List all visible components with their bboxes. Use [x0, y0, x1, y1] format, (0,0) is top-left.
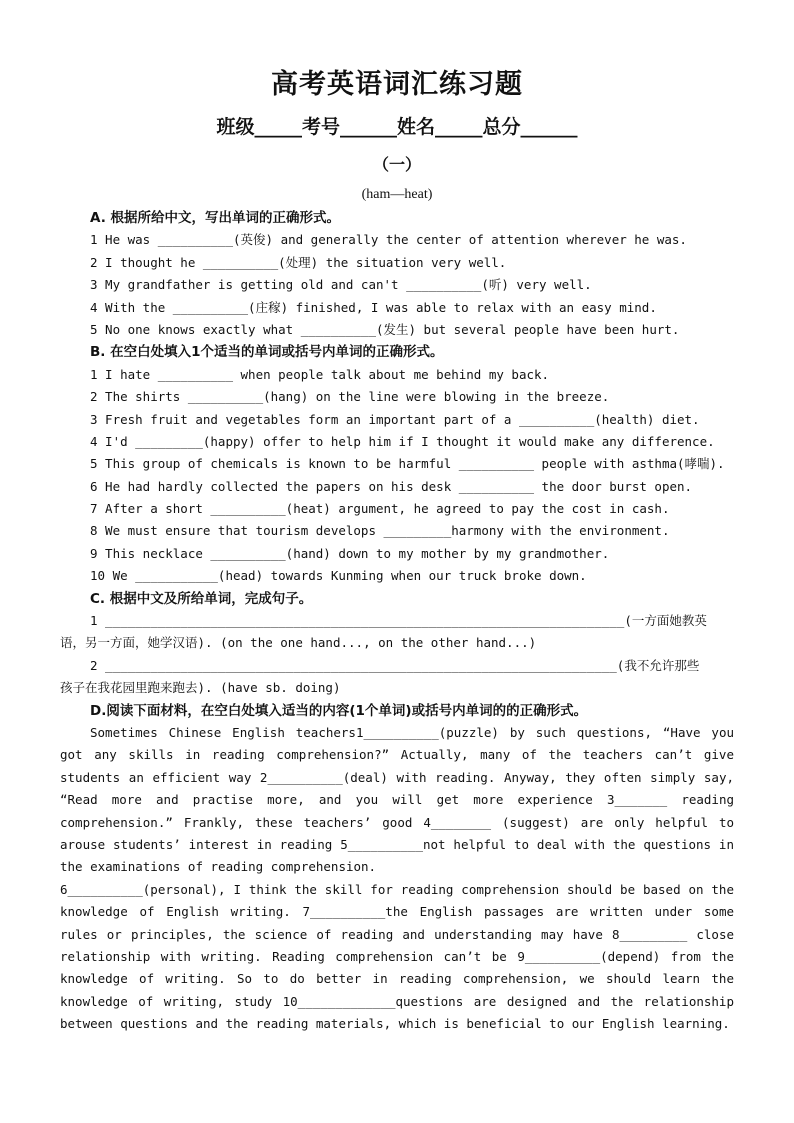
page-title: 高考英语词汇练习题 — [271, 69, 523, 100]
b-item-2: 2 The shirts __________(hang) on the line were blowing in the breeze. — [90, 389, 610, 405]
student-info-line: 班级_____考号______姓名_____总分______ — [216, 116, 578, 138]
section-c-heading: C. 根据中文及所给单词，完成句子。 — [90, 590, 313, 607]
a-item-5: 5 No one knows exactly what __________(发生) but several people have been hurt. — [90, 321, 680, 337]
passage-paragraph-2: 6__________(personal), I think the skill for reading comprehension should be based on the knowledge of English writing. 7__________the English passages are written under some rules or principles, the science of reading and understanding may have 8_________ close relationship with writing. Reading comprehension can’t be 9__________(depend) from the knowledge of writing. So to do better in reading comprehension, we should learn the knowledge of writing, study 10_____________questions are designed and the relationship between questions and the reading materials, which is beneficial to our English learning. — [60, 881, 734, 1032]
a-item-3: 3 My grandfather is getting old and can't __________(听) very well. — [90, 277, 592, 293]
b-item-9: 9 This necklace __________(hand) down to my mother by my grandmother. — [90, 545, 610, 561]
b-item-1: 1 I hate __________ when people talk about me behind my back. — [90, 366, 550, 382]
section-b-heading: B. 在空白处填入1个适当的单词或括号内单词的正确形式。 — [90, 344, 444, 361]
a-item-2: 2 I thought he __________(处理) the situation very well. — [90, 254, 507, 270]
section-number: （一） — [372, 155, 421, 174]
b-item-8: 8 We must ensure that tourism develops _________harmony with the environment. — [90, 523, 670, 539]
b-item-10: 10 We ___________(head) towards Kunming when our truck broke down. — [90, 568, 587, 584]
b-item-4: 4 I'd _________(happy) offer to help him if I thought it would make any difference. — [90, 433, 715, 449]
c-item-2-line-2: 孩子在我花园里跑来跑去). (have sb. doing) — [60, 680, 341, 696]
c-item-2-line-1: 2 ____________________________________________________________________(我不允许那些 — [90, 657, 700, 673]
section-d-heading: D.阅读下面材料，在空白处填入适当的内容(1个单词)或括号内单词的的正确形式。 — [90, 702, 588, 719]
b-item-7: 7 After a short __________(heat) argument, he agreed to pay the cost in cash. — [90, 501, 670, 517]
b-item-6: 6 He had hardly collected the papers on his desk __________ the door burst open. — [90, 478, 693, 494]
b-item-5: 5 This group of chemicals is known to be harmful __________ people with asthma(哮喘). — [90, 456, 725, 472]
c-item-1-line-2: 语，另一方面，她学汉语). (on the one hand..., on the other hand...) — [60, 635, 537, 651]
section-a-heading: A. 根据所给中文，写出单词的正确形式。 — [90, 210, 341, 226]
a-item-1: 1 He was __________(英俊) and generally the center of attention wherever he was. — [90, 232, 687, 248]
exercise-content — [60, 207, 734, 1036]
word-range: (ham—heat) — [361, 187, 433, 202]
c-item-1-line-1: 1 _____________________________________________________________________(一方面她教英 — [90, 613, 707, 629]
passage-paragraph-1: Sometimes Chinese English teachers1__________(puzzle) by such questions, “Have you got any skills in reading comprehension?” Actually, many of the teachers can’t give students an efficient way 2__________(deal) with reading. Anyway, they often simply say, “Read more and practise more, and you will get more experience 3_______ reading comprehension.” Frankly, these teachers’ good 4________ (suggest) are only helpful to arouse students’ interest in reading 5__________not helpful to deal with the questions in the examinations of reading comprehension. — [60, 724, 734, 875]
b-item-3: 3 Fresh fruit and vegetables form an important part of a __________(health) diet. — [90, 411, 700, 427]
a-item-4: 4 With the __________(庄稼) finished, I was able to relax with an easy mind. — [90, 299, 657, 315]
